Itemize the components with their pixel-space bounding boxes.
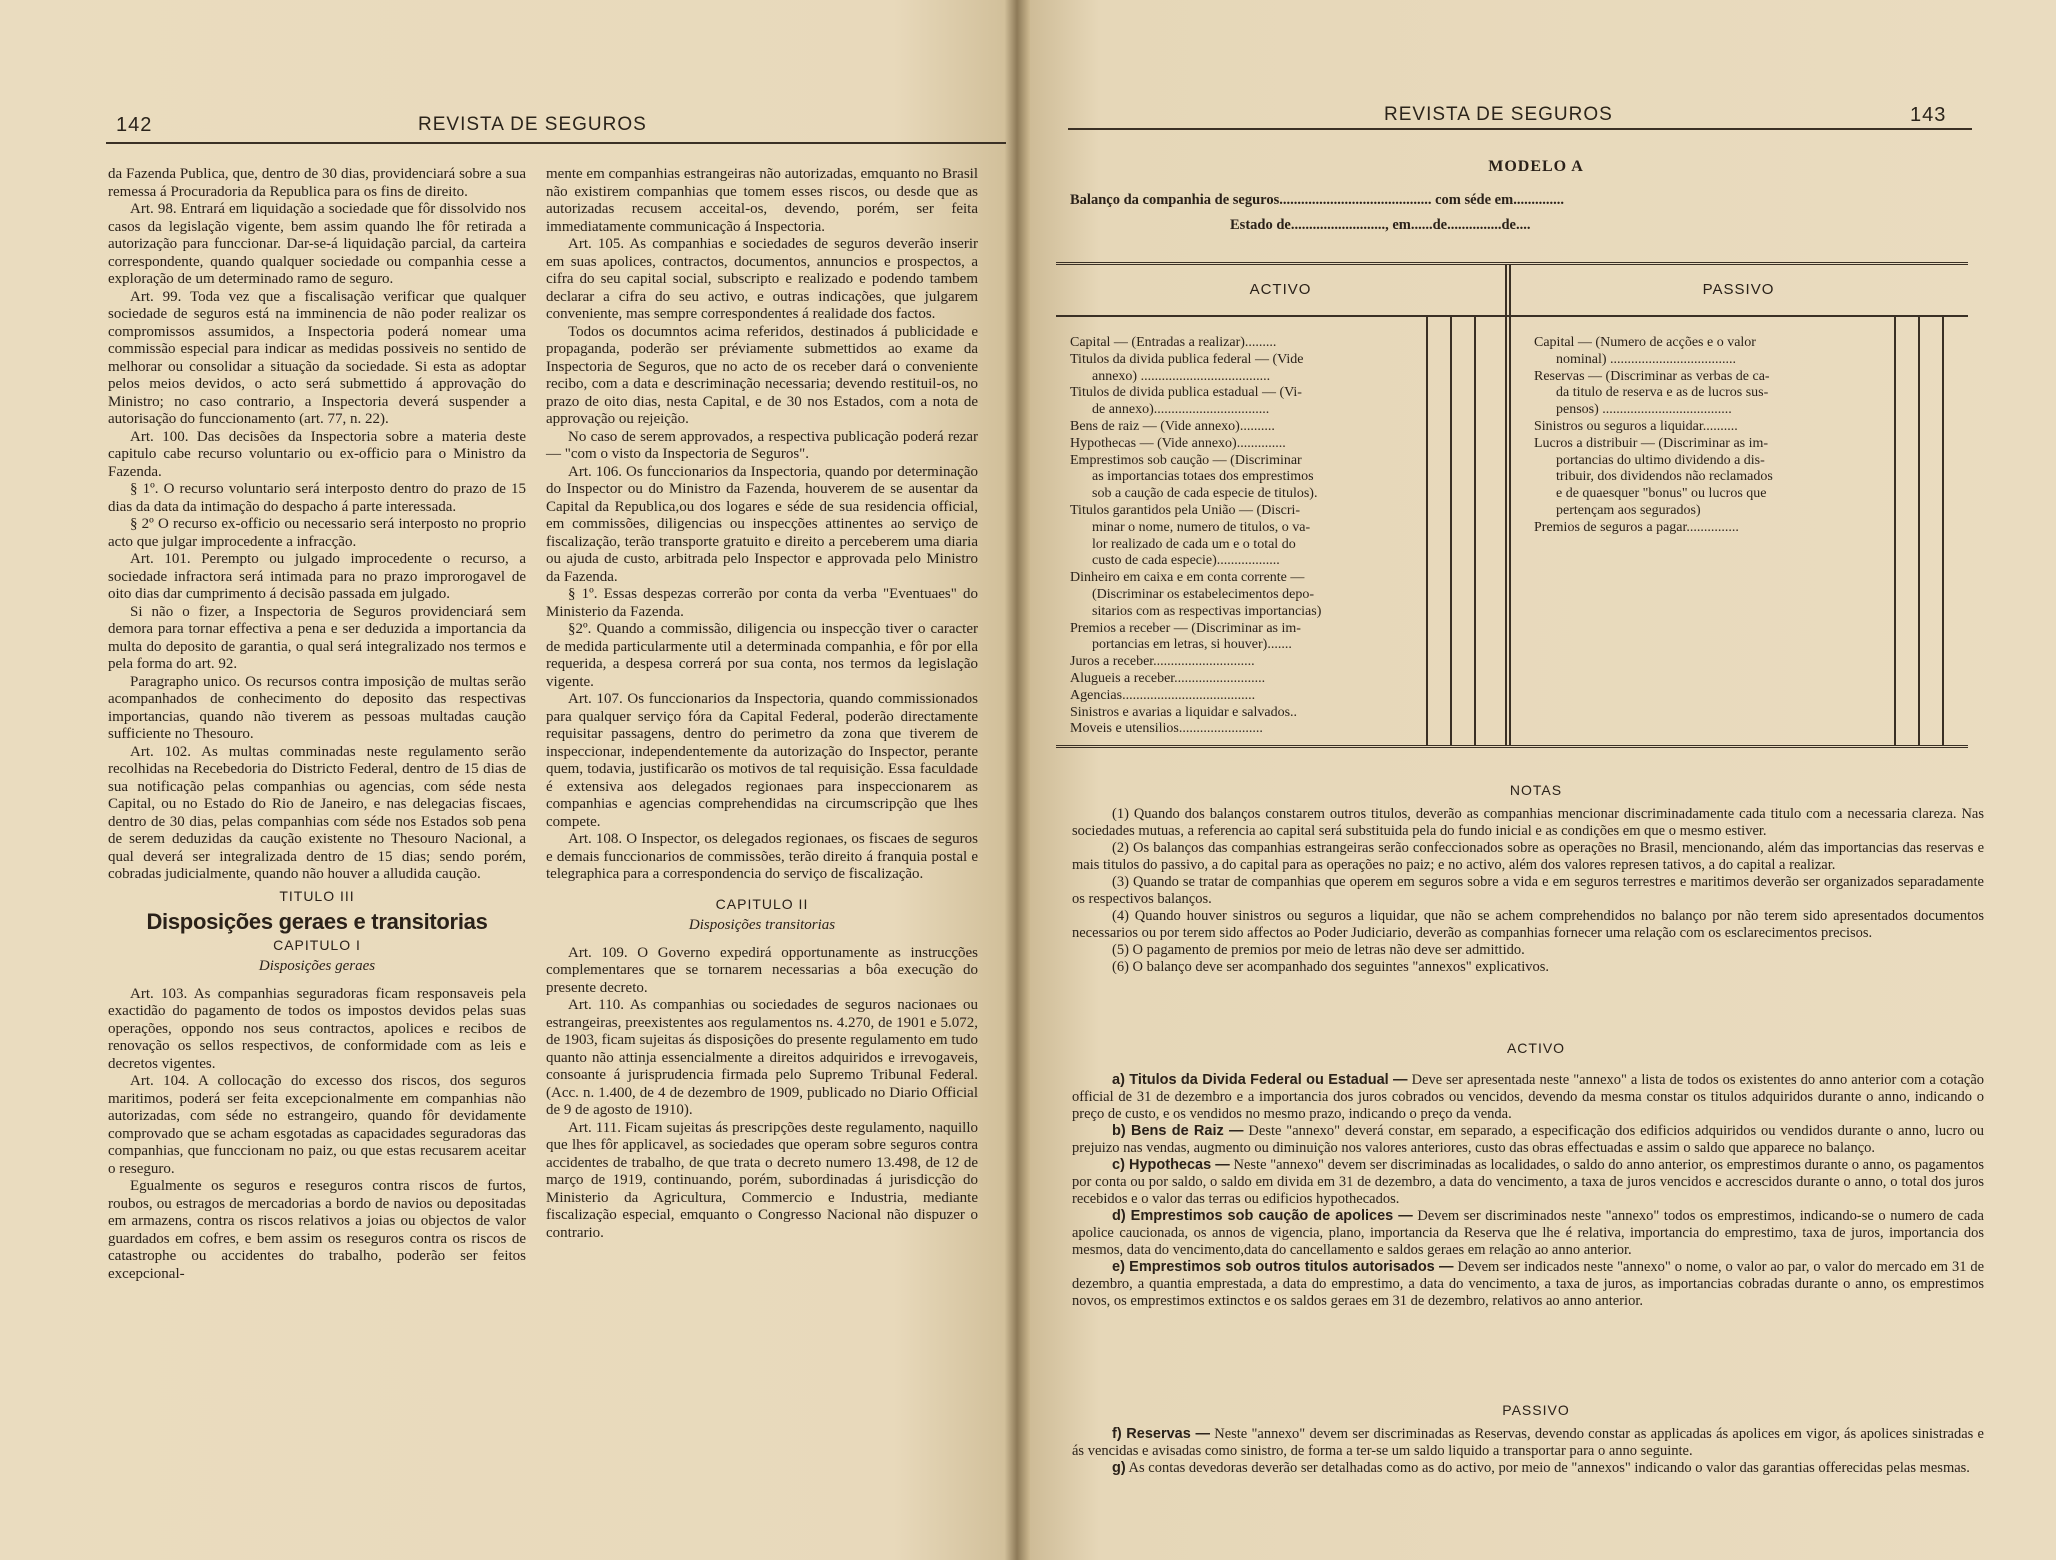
balance-table [1056, 262, 1968, 748]
annex-text: Deste "annexo" deverá constar, em separado, a especificação dos edificios adquiridos ou vendidos durante o anno, lucro ou prejuizo nas vendas, augmento ou diminuição nos valores anteriores, custo das obras effectuadas e assim o saldo que apparece no balanço. [1072, 1123, 1985, 1156]
activo-item: Emprestimos sob caução — (Discriminar [1070, 452, 1302, 468]
paragraph: Art. 99. Toda vez que a fiscalisação verificar que qualquer sociedade de seguros está na imminencia de não poder realizar os compromissos assumidos, a Inspectoria poderá nomear uma commissão especial para indicar as medidas possiveis no sentido de melhorar ou consolidar a situação da sociedade. Si esta as adoptar pelos meios devidos, o acto será submettido á approvação do Ministro; no caso contrario, a Inspectoria deverá suspender a autorisação do funccionamento (art. 77, n. 22). [108, 288, 526, 427]
activo-item: annexo) ..................................... [1092, 368, 1271, 384]
annex-label: b) Bens de Raiz — [1112, 1123, 1244, 1139]
paragraph: Art. 106. Os funccionarios da Inspectoria, quando por determinação do Inspector ou do Ministro da Fazenda, houverem de se ausentar da Capital da Republica,ou dos logares e séde de sua residencia official, em commissões, diligencias ou inspecções attinentes ao serviço de fiscalização, terão transporte gratuito e direito a perceberem uma diaria ou ajuda de custo, arbitrada pelo Inspector e approvada pelo Ministro da Fazenda. [546, 463, 978, 585]
paragraph: § 2º O recurso ex-officio ou necessario será interposto no proprio acto que julgar improcedente a infracção. [108, 516, 526, 550]
activo-item: Moveis e utensilios........................ [1070, 721, 1263, 737]
passivo-item: pertençam aos segurados) [1556, 502, 1701, 518]
left-column-1 [108, 166, 526, 1283]
paragraph: mente em companhias estrangeiras não autorizadas, emquanto no Brasil não existirem companhias que tomem esses riscos, ou desde que as autorizadas recusem acceital-os, devendo, porém, ser feita immediatamente communicação á Inspectoria. [546, 166, 978, 235]
paragraph: Art. 98. Entrará em liquidação a sociedade que fôr dissolvido nos casos da legislação vigente, bem assim quando lhe fôr retirada a autorização para funccionar. Dar-se-á liquidação parcial, da carteira correspondente, quando qualquer sociedade ou companhia cesse a exploração de um determinado ramo de seguro. [108, 201, 526, 287]
left-column-2 [546, 166, 978, 1242]
capitulo-subheading: Disposições geraes [258, 958, 376, 974]
notas-title: NOTAS [1509, 782, 1563, 798]
balanco-line-1: Balanço da companhia de seguros.......................................... com séde em.............. [1070, 192, 1564, 208]
passivo-item: tribuir, dos dividendos não reclamados [1556, 469, 1773, 485]
activo-annexes [1072, 1072, 1984, 1310]
activo-item: Bens de raiz — (Vide annexo).......... [1070, 418, 1275, 434]
passivo-item: da titulo de reserva e as de lucros sus- [1556, 385, 1769, 401]
paragraph: Art. 111. Ficam sujeitas ás prescripções deste regulamento, naquillo que lhes fôr applicavel, as sociedades que operam sobre seguros contra accidentes de trabalho, de que trata o decreto numero 13.498, de 12 de março de 1919, continuando, porém, subordinadas á jurisdicção do Ministerio da Agricultura, Commercio e Industria, mediante fiscalização especial, emquanto o Congresso Nacional não dispuzer o contrario. [546, 1119, 978, 1241]
activo-item: Sinistros e avarias a liquidar e salvados.. [1070, 704, 1298, 720]
passivo-items [1534, 335, 1889, 537]
activo-item: minar o nome, numero de titulos, o va- [1092, 519, 1311, 535]
annex-label: f) Reservas — [1112, 1426, 1210, 1442]
annex-label: c) Hypothecas — [1112, 1157, 1230, 1173]
activo-item: Capital — (Entradas a realizar)......... [1070, 335, 1277, 350]
right-page [1016, 0, 2056, 1560]
annex-label: g) [1112, 1460, 1126, 1476]
amount-column-line [1474, 315, 1476, 745]
amount-column-line [1426, 315, 1428, 745]
left-header-rule [106, 142, 1006, 144]
annex-item [1072, 1157, 1984, 1208]
annex-text: Neste "annexo" devem ser discriminadas as localidades, o saldo do anno anterior, os emprestimos durante o anno, os pagamentos por conta ou por saldo, o saldo em divida em 31 de dezembro, a data do vencimento, a taxa de juros vencidos e accrescidos durante o anno, o total dos juros recebidos e o valor das terras ou edificios hypothecados. [1072, 1157, 1984, 1207]
paragraph: Art. 100. Das decisões da Inspectoria sobre a materia deste capitulo cabe recurso voluntario ou ex-officio para o Ministro da Fazenda. [108, 428, 526, 480]
left-page-number: 142 [116, 114, 153, 136]
annex-label: e) Emprestimos sob outros titulos autorisados — [1112, 1259, 1454, 1275]
book-gutter [1004, 0, 1030, 1560]
activo-item: sob a caução de cada especie de titulos). [1092, 486, 1318, 502]
annex-item [1072, 1426, 1984, 1460]
amount-column-line [1942, 315, 1944, 745]
passivo-annexes [1072, 1426, 1984, 1477]
activo-header: ACTIVO [1249, 281, 1312, 298]
annex-item [1072, 1072, 1984, 1123]
activo-item: sitarios com as respectivas importancias) [1092, 603, 1322, 619]
nota-item: (6) O balanço deve ser acompanhado dos seguintes "annexos" explicativos. [1112, 959, 1550, 975]
annex-text: Devem ser discriminados neste "annexo" todos os emprestimos, indicando-se o numero de cada apolice caucionada, os annos de vigencia, plano, importancia da Reserva que lhe é relativa, importancia do emprestimo, taxa de juros, importancia dos mesmos, data do vencimento,data do cancellamento e saldos geraes em relação ao anno anterior. [1072, 1208, 1984, 1258]
amount-column-line [1918, 315, 1920, 745]
nota-item: (2) Os balanços das companhias estrangeiras serão confeccionados sobre as operações no Brasil, mencionando, além das importancias das reservas e mais titulos do passivo, a do capital para as operações no paiz; e no activo, além dos valores represen tativos, a do capital a realizar. [1072, 840, 1984, 873]
paragraph: No caso de serem approvados, a respectiva publicação poderá rezar — "com o visto da Inspectoria de Seguros". [546, 428, 978, 462]
table-divider [1505, 265, 1507, 745]
passivo-item: Sinistros ou seguros a liquidar.......... [1534, 418, 1738, 434]
paragraph: § 1º. O recurso voluntario será interposto dentro do prazo de 15 dias da data da intimação do despacho á parte interessada. [108, 481, 526, 515]
table-header-rule [1056, 315, 1968, 317]
passivo-header: PASSIVO [1702, 281, 1775, 298]
annex-text: Neste "annexo" devem ser discriminadas as Reservas, devendo constar as applicadas ás apolices em vigor, ás apolices sinistradas e ás vencidas e avisadas como sinistro, de forma a ter-se um saldo liquido a transportar para o anno seguinte. [1072, 1426, 1984, 1459]
activo-item: lor realizado de cada um e o total do [1092, 536, 1296, 552]
passivo-item: Capital — (Numero de acções e o valor [1534, 335, 1756, 350]
capitulo-heading: CAPITULO II [715, 895, 809, 912]
right-page-number: 143 [1910, 104, 1947, 126]
paragraph: Si não o fizer, a Inspectoria de Seguros providenciará sem demora para tornar effectiva a pena e ser deduzida a importancia da multa do deposito de garantia, o qual será integralizado nos termos e pela forma do art. 92. [108, 603, 526, 672]
passivo-item: portancias do ultimo dividendo a dis- [1556, 452, 1765, 468]
activo-item: (Discriminar os estabelecimentos depo- [1092, 586, 1314, 602]
paragraph: Art. 109. O Governo expedirá opportunamente as instrucções complementares que se tornarem necessarias a bôa execução do presente decreto. [546, 944, 978, 996]
nota-item: (3) Quando se tratar de companhias que operem em seguros sobre a vida e em seguros terrestres e maritimos deverão ser organizados separadamente os respectivos balanços. [1072, 874, 1984, 907]
activo-item: Agencias...................................... [1070, 687, 1256, 703]
capitulo-subheading: Disposições transitorias [688, 917, 836, 933]
passivo-item: nominal) .................................... [1556, 351, 1737, 367]
activo-item: Hypothecas — (Vide annexo).............. [1070, 435, 1286, 451]
right-header-rule [1068, 128, 1972, 130]
activo-item: Titulos de divida publica estadual — (Vi- [1070, 385, 1302, 401]
annex-item [1072, 1123, 1984, 1157]
paragraph: Art. 104. A collocação do excesso dos riscos, dos seguros maritimos, poderá ser feita excepcionalmente em companhias não autorizadas, com séde no estrangeiro, quando fôr devidamente comprovado que se acham esgotadas as capacidades seguradoras das companhias, que funccionam no paiz, ou que estas recusarem aceitar o reseguro. [108, 1073, 526, 1177]
paragraph: Paragrapho unico. Os recursos contra imposição de multas serão acompanhados de conhecimento do deposito das respectivas importancias, quando não tiverem as pessoas multadas caução sufficiente no Thesouro. [108, 673, 526, 742]
titulo-heading: TITULO III [279, 887, 355, 904]
passivo-section-title: PASSIVO [1502, 1402, 1570, 1418]
nota-item: (1) Quando dos balanços constarem outros titulos, deverão as companhias mencionar discriminadamente cada titulo com a necessaria clareza. Nas sociedades mutuas, a referencia ao capital será substituida pela do fundo inicial e as condições em que o mesmo estiver. [1072, 806, 1984, 839]
annex-text: As contas devedoras deverão ser detalhadas como as do activo, por meio de "annexos" indicando o valor das garantias offerecidas pelas mesmas. [1128, 1460, 1970, 1476]
activo-item: as importancias totaes dos emprestimos [1092, 469, 1314, 485]
activo-item: Titulos da divida publica federal — (Vide [1070, 351, 1304, 367]
paragraph: Art. 108. O Inspector, os delegados regionaes, os fiscaes de seguros e demais funccionarios de commissões, terão direito á franquia postal e telegraphica para a correspondencia do serviço de fiscalização. [546, 831, 978, 882]
annex-text: Devem ser indicados neste "annexo" o nome, o valor ao par, o valor do mercado em 31 de dezembro, a quantia emprestada, a data do emprestimo, a data do vencimento, a taxa de juros, as importancias cobradas durante o anno, os emprestimos novos, os emprestimos extinctos e os saldos geraes em 31 de dezembro, relativos ao anno anterior. [1072, 1259, 1985, 1309]
annex-label: d) Emprestimos sob caução de apolices — [1112, 1208, 1413, 1224]
paragraph: Todos os documntos acima referidos, destinados á publicidade e propaganda, poderão ser préviamente submettidos ao exame da Inspectoria de Seguros, que no acto de os receber dará o conveniente recibo, com a data e descriminação necessaria; devendo restituil-os, no prazo de oito dias, nesta Capital, e de 30 nos Estados, com a nota de approvação ou rejeição. [546, 323, 978, 427]
paragraph: Art. 102. As multas comminadas neste regulamento serão recolhidas na Recebedoria do Districto Federal, dentro de 15 dias de sua notificação pelas companhias ou agencias, com séde nesta Capital, ou no Estado do Rio de Janeiro, e nas delegacias fiscaes, dentro de 30 dias, pelas companhias com séde nos Estados sob pena de serem deduzidas da caução existente no Thesouro Nacional, a qual deverá ser integralizada dentro de 15 dias; sendo porém, cobradas judicialmente, quando não houver a alludida caução. [108, 743, 526, 882]
section-title: Disposições geraes e transitorias [146, 909, 488, 934]
annex-item [1072, 1208, 1984, 1259]
balanco-line-2: Estado de.........................., em......de...............de.... [1230, 217, 1531, 233]
activo-item: Dinheiro em caixa e em conta corrente — [1070, 570, 1305, 586]
amount-column-line [1450, 315, 1452, 745]
activo-item: custo de cada especie).................. [1092, 553, 1280, 569]
activo-item: de annexo)................................. [1092, 402, 1270, 418]
paragraph: Art. 105. As companhias e sociedades de seguros deverão inserir em suas apolices, contractos, documentos, annuncios e prospectos, a cifra do seu capital social, subscripto e realizado e podendo tambem declarar a cifra do seu activo, e outras indicações, que julgarem conveniente, mas sempre correspondentes á realidade dos factos. [546, 236, 978, 322]
annex-item [1072, 1259, 1984, 1310]
table-divider [1509, 265, 1511, 745]
activo-item: portancias em letras, si houver)....... [1092, 637, 1292, 653]
right-running-head: REVISTA DE SEGUROS [1384, 104, 1613, 125]
paragraph: Art. 101. Perempto ou julgado improcedente o recurso, a sociedade infractora será intimada para no prazo improrogavel de oito dias dar cumprimento á decisão passada em julgado. [108, 551, 526, 602]
paragraph: da Fazenda Publica, que, dentro de 30 dias, providenciará sobre a sua remessa á Procuradoria da Republica para os fins de direito. [108, 166, 526, 200]
amount-column-line [1894, 315, 1896, 745]
nota-item: (4) Quando houver sinistros ou seguros a liquidar, que não se achem comprehendidos no balanço por não terem sido apresentados documentos necessarios ou por terem sido affectos ao Poder Judiciario, deverão as companhias fornecer uma relação com os esclarecimentos precisos. [1072, 908, 1984, 941]
activo-item: Premios a receber — (Discriminar as im- [1070, 620, 1301, 636]
paragraph: Art. 103. As companhias seguradoras ficam responsaveis pela exactidão do pagamento de todos os impostos devidos pelas suas operações, oppondo nos seus contractos, apolices e recibos de renovação os sellos respectivos, de conformidade com as leis e decretos vigentes. [108, 985, 526, 1072]
paragraph: § 1º. Essas despezas correrão por conta da verba "Eventuaes" do Ministerio da Fazenda. [546, 586, 978, 620]
paragraph: Egualmente os seguros e reseguros contra riscos de furtos, roubos, ou estragos de mercadorias a bordo de navios ou depositadas em armazens, contra os riscos relativos a joias ou objectos de valor guardados em cofres, e bem assim os reseguros contra os riscos de catastrophe ou accidentes do trabalho, poderão ser feitos excepcional- [108, 1178, 526, 1282]
capitulo-heading: CAPITULO I [273, 936, 361, 953]
nota-item: (5) O pagamento de premios por meio de letras não deve ser admittido. [1112, 942, 1525, 958]
annex-item [1072, 1460, 1984, 1477]
annex-label: a) Titulos da Divida Federal ou Estadual — [1112, 1072, 1408, 1088]
paragraph: Art. 110. As companhias ou sociedades de seguros nacionaes ou estrangeiras, preexistentes aos regulamentos ns. 4.270, de 1901 e 5.072, de 1903, ficam sujeitas ás disposições do presente regulamento em tudo quanto não attinja essencialmente a direitos adquiridos e irrevogaveis, consoante á jurisprudencia firmada pelo Supremo Tribunal Federal. (Acc. n. 1.400, de 4 de dezembro de 1909, publicado no Diario Official de 9 de agosto de 1910). [546, 997, 978, 1118]
passivo-item: pensos) ..................................... [1556, 402, 1732, 418]
passivo-item: Reservas — (Discriminar as verbas de ca- [1534, 368, 1770, 384]
activo-items [1070, 335, 1420, 738]
annex-text: Deve ser apresentada neste "annexo" a lista de todos os existentes do anno anterior com a cotação official de 31 de dezembro e a importancia dos juros cobrados ou vencidos, devendo da mesma constar os titulos adquiridos durante o anno, indicando o preço de custo, e os vendidos no mesmo prazo, indicando o preço da venda. [1072, 1072, 1985, 1122]
activo-item: Alugueis a receber.......................... [1070, 670, 1266, 686]
modelo-title: MODELO A [1488, 158, 1584, 175]
activo-section-title: ACTIVO [1506, 1040, 1566, 1056]
left-running-head: REVISTA DE SEGUROS [418, 114, 647, 135]
paragraph: Art. 107. Os funccionarios da Inspectoria, quando commissionados para qualquer serviço fóra da Capital Federal, poderão directamente requisitar passagens, dentro do perimetro da zona que tiverem de inspeccionar, independentemente da autorização do Inspector, perante quem, todavia, justificarão os motivos de tal requisição. Essa faculdade é extensiva aos delegados regionaes para inspeccionarem as companhias e agencias comprehendidas na circumscripção que lhes compete. [546, 691, 978, 830]
activo-item: Juros a receber............................. [1070, 654, 1255, 670]
passivo-item: e de quaesquer "bonus" ou lucros que [1556, 486, 1767, 502]
paragraph: §2º. Quando a commissão, diligencia ou inspecção tiver o caracter de medida particularmente util a determinada companhia, e fôr por ella requerida, a despesa correrá por sua conta, nos termos da legislação vigente. [546, 621, 978, 690]
activo-item: Titulos garantidos pela União — (Discri- [1070, 502, 1301, 518]
passivo-item: Premios de seguros a pagar............... [1534, 519, 1739, 535]
passivo-item: Lucros a distribuir — (Discriminar as im- [1534, 435, 1769, 451]
notas-list [1072, 806, 1984, 976]
